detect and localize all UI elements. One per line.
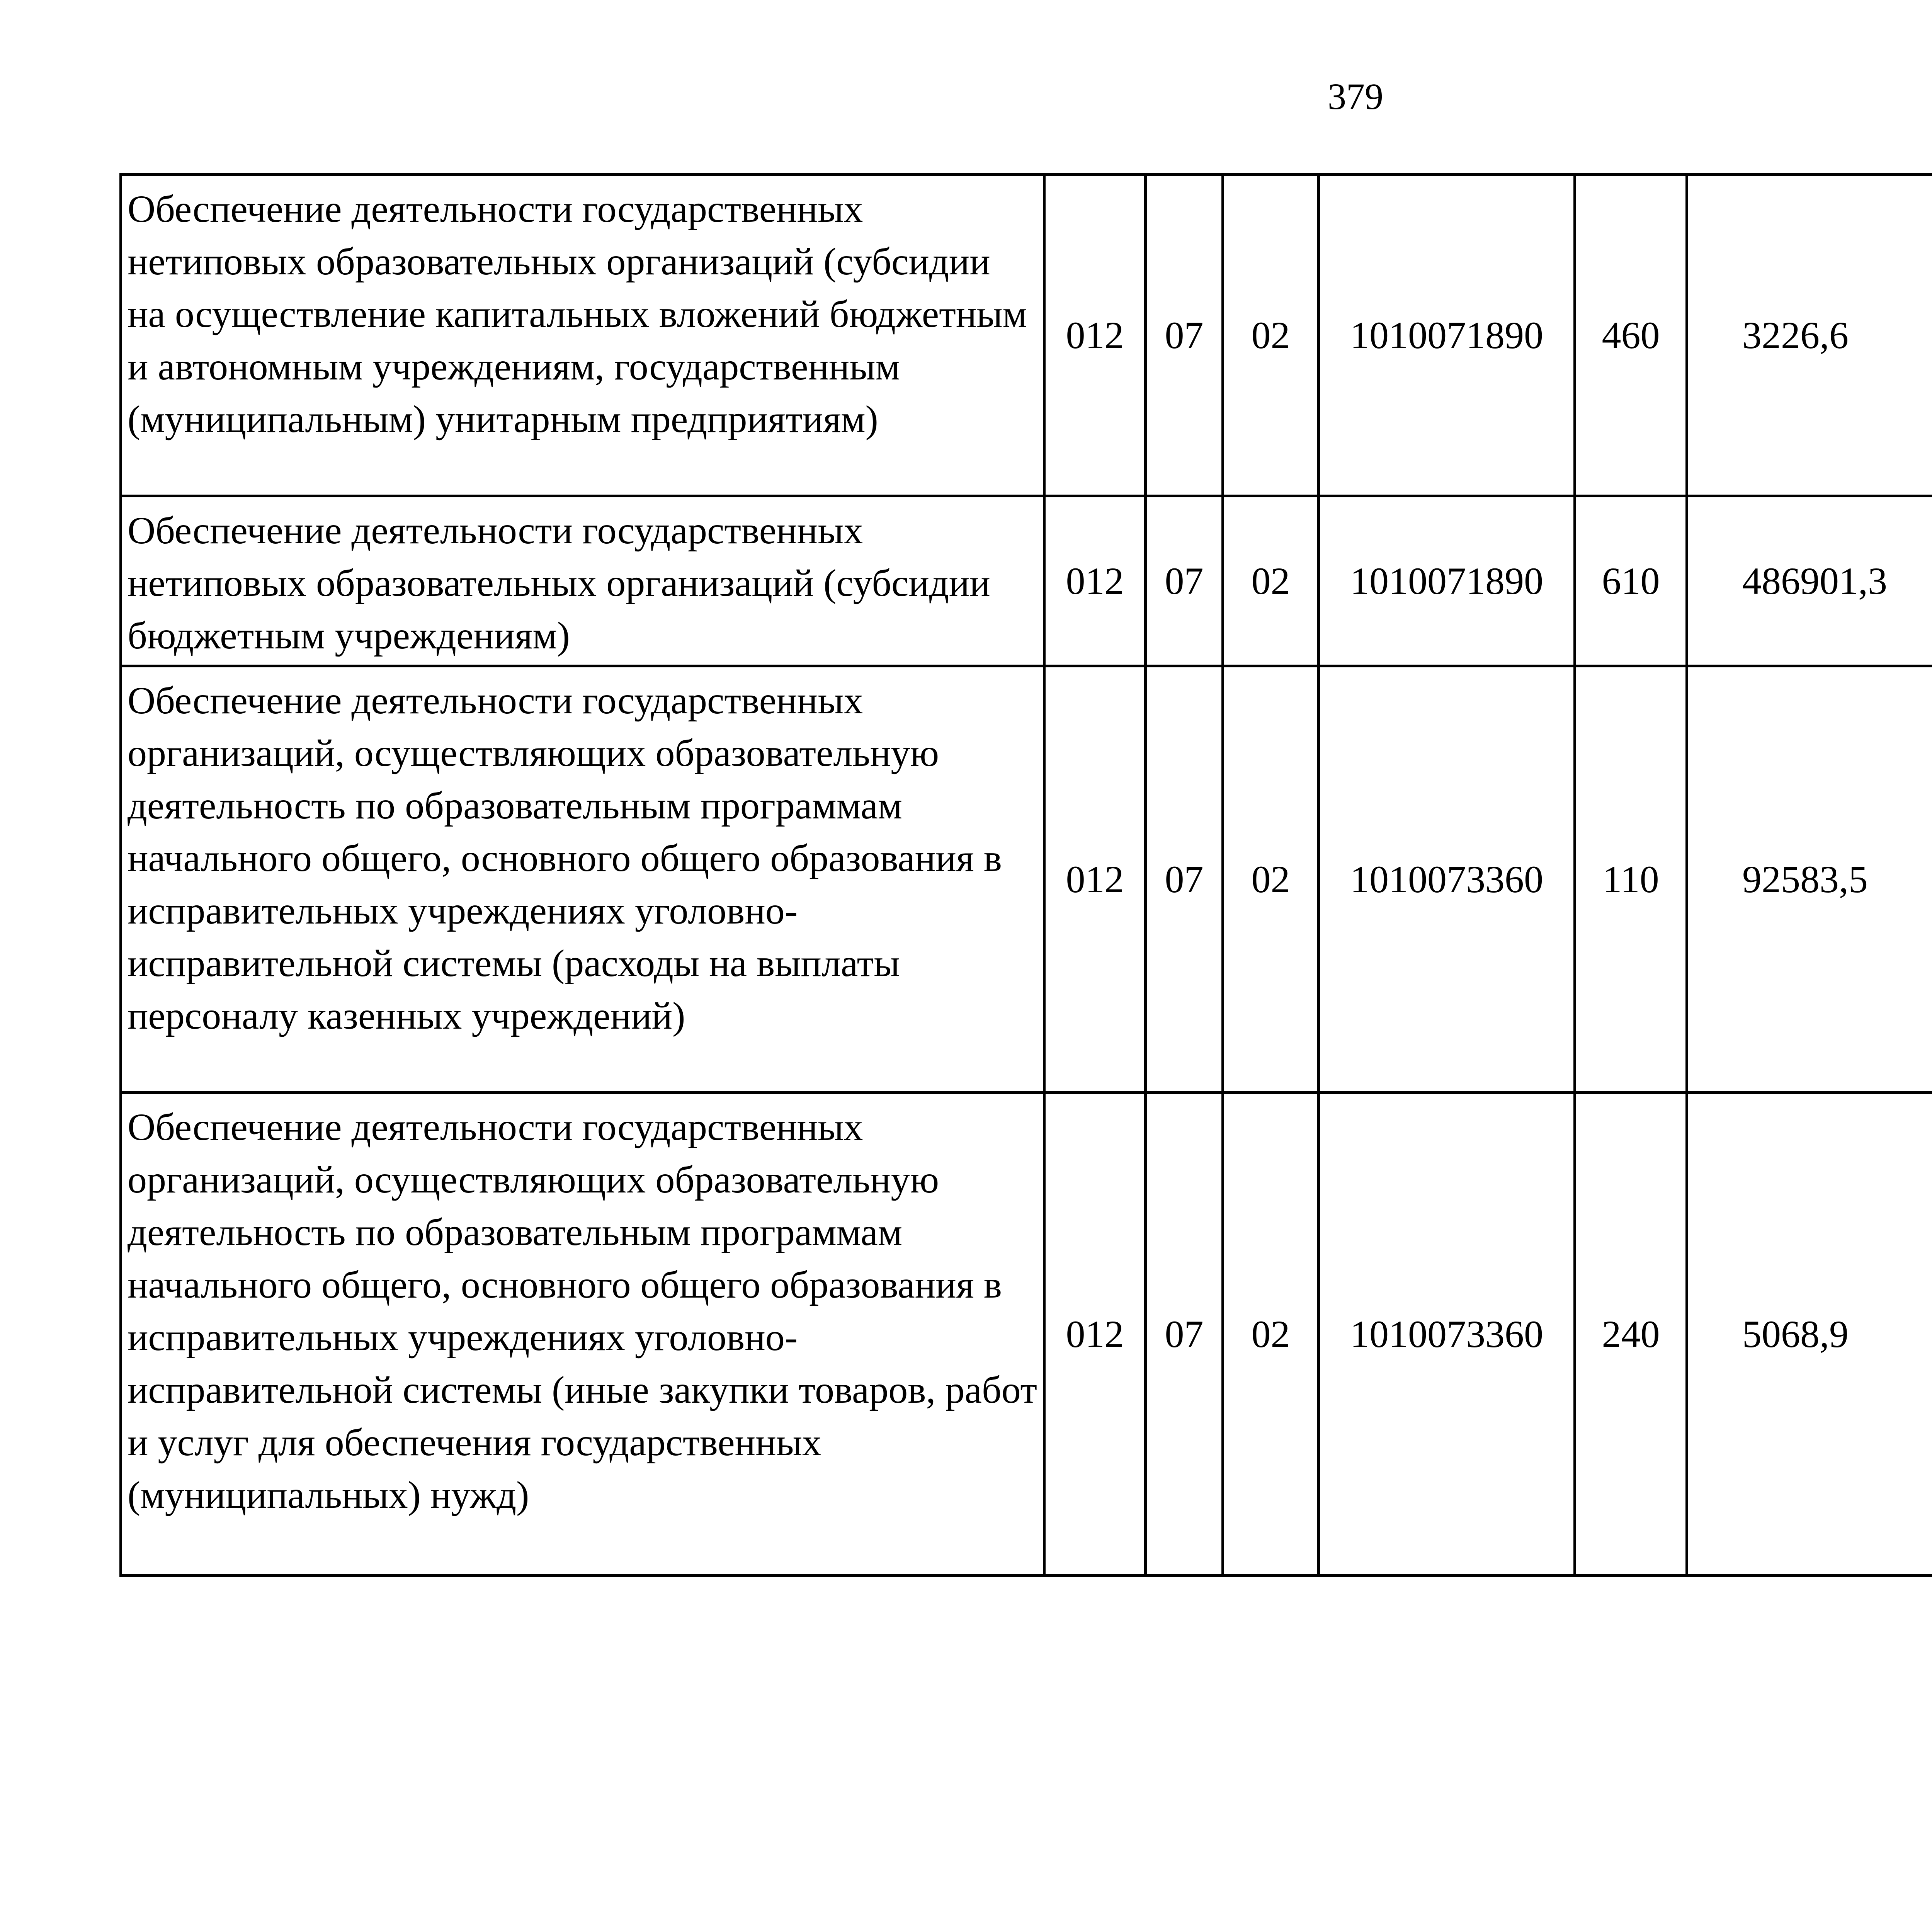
table-row [121,496,1932,666]
expense-type-code: 610 [1575,496,1687,666]
page-number: 379 [1328,76,1383,117]
expense-type-code: 110 [1575,666,1687,1093]
budget-table [119,173,1932,1577]
ministry-code: 012 [1044,496,1146,666]
section-code: 07 [1146,666,1223,1093]
row-description: Обеспечение деятельности государственных организаций, осуществляющих образовательную деятельность по образовательным программам начального общего, основного общего образования в исправительных учреждениях уголовно-исправительной системы (расходы на выплаты персоналу казенных учреждений) [121,666,1044,1093]
target-item-code: 1010073360 [1319,1093,1575,1576]
amount-year-1: 5068,9 [1687,1093,1932,1576]
row-description: Обеспечение деятельности государственных нетиповых образовательных организаций (субсидии бюджетным учреждениям) [121,496,1044,666]
table-row [121,1093,1932,1576]
target-item-code: 1010073360 [1319,666,1575,1093]
amount-year-1: 3226,6 [1687,175,1932,496]
table-row [121,175,1932,496]
ministry-code: 012 [1044,1093,1146,1576]
amount-year-1: 92583,5 [1687,666,1932,1093]
subsection-code: 02 [1223,1093,1319,1576]
table-row [121,666,1932,1093]
ministry-code: 012 [1044,175,1146,496]
section-code: 07 [1146,1093,1223,1576]
expense-type-code: 240 [1575,1093,1687,1576]
section-code: 07 [1146,496,1223,666]
subsection-code: 02 [1223,666,1319,1093]
subsection-code: 02 [1223,175,1319,496]
amount-year-1: 486901,3 [1687,496,1932,666]
row-description: Обеспечение деятельности государственных организаций, осуществляющих образовательную деятельность по образовательным программам начального общего, основного общего образования в исправительных учреждениях уголовно-исправительной системы (иные закупки товаров, работ и услуг для обеспечения государственных (муниципальных) нужд) [121,1093,1044,1576]
subsection-code: 02 [1223,496,1319,666]
section-code: 07 [1146,175,1223,496]
ministry-code: 012 [1044,666,1146,1093]
target-item-code: 1010071890 [1319,175,1575,496]
target-item-code: 1010071890 [1319,496,1575,666]
row-description: Обеспечение деятельности государственных нетиповых образовательных организаций (субсидии на осуществление капитальных вложений бюджетным и автономным учреждениям, государственным (муниципальным) унитарным предприятиям) [121,175,1044,496]
expense-type-code: 460 [1575,175,1687,496]
